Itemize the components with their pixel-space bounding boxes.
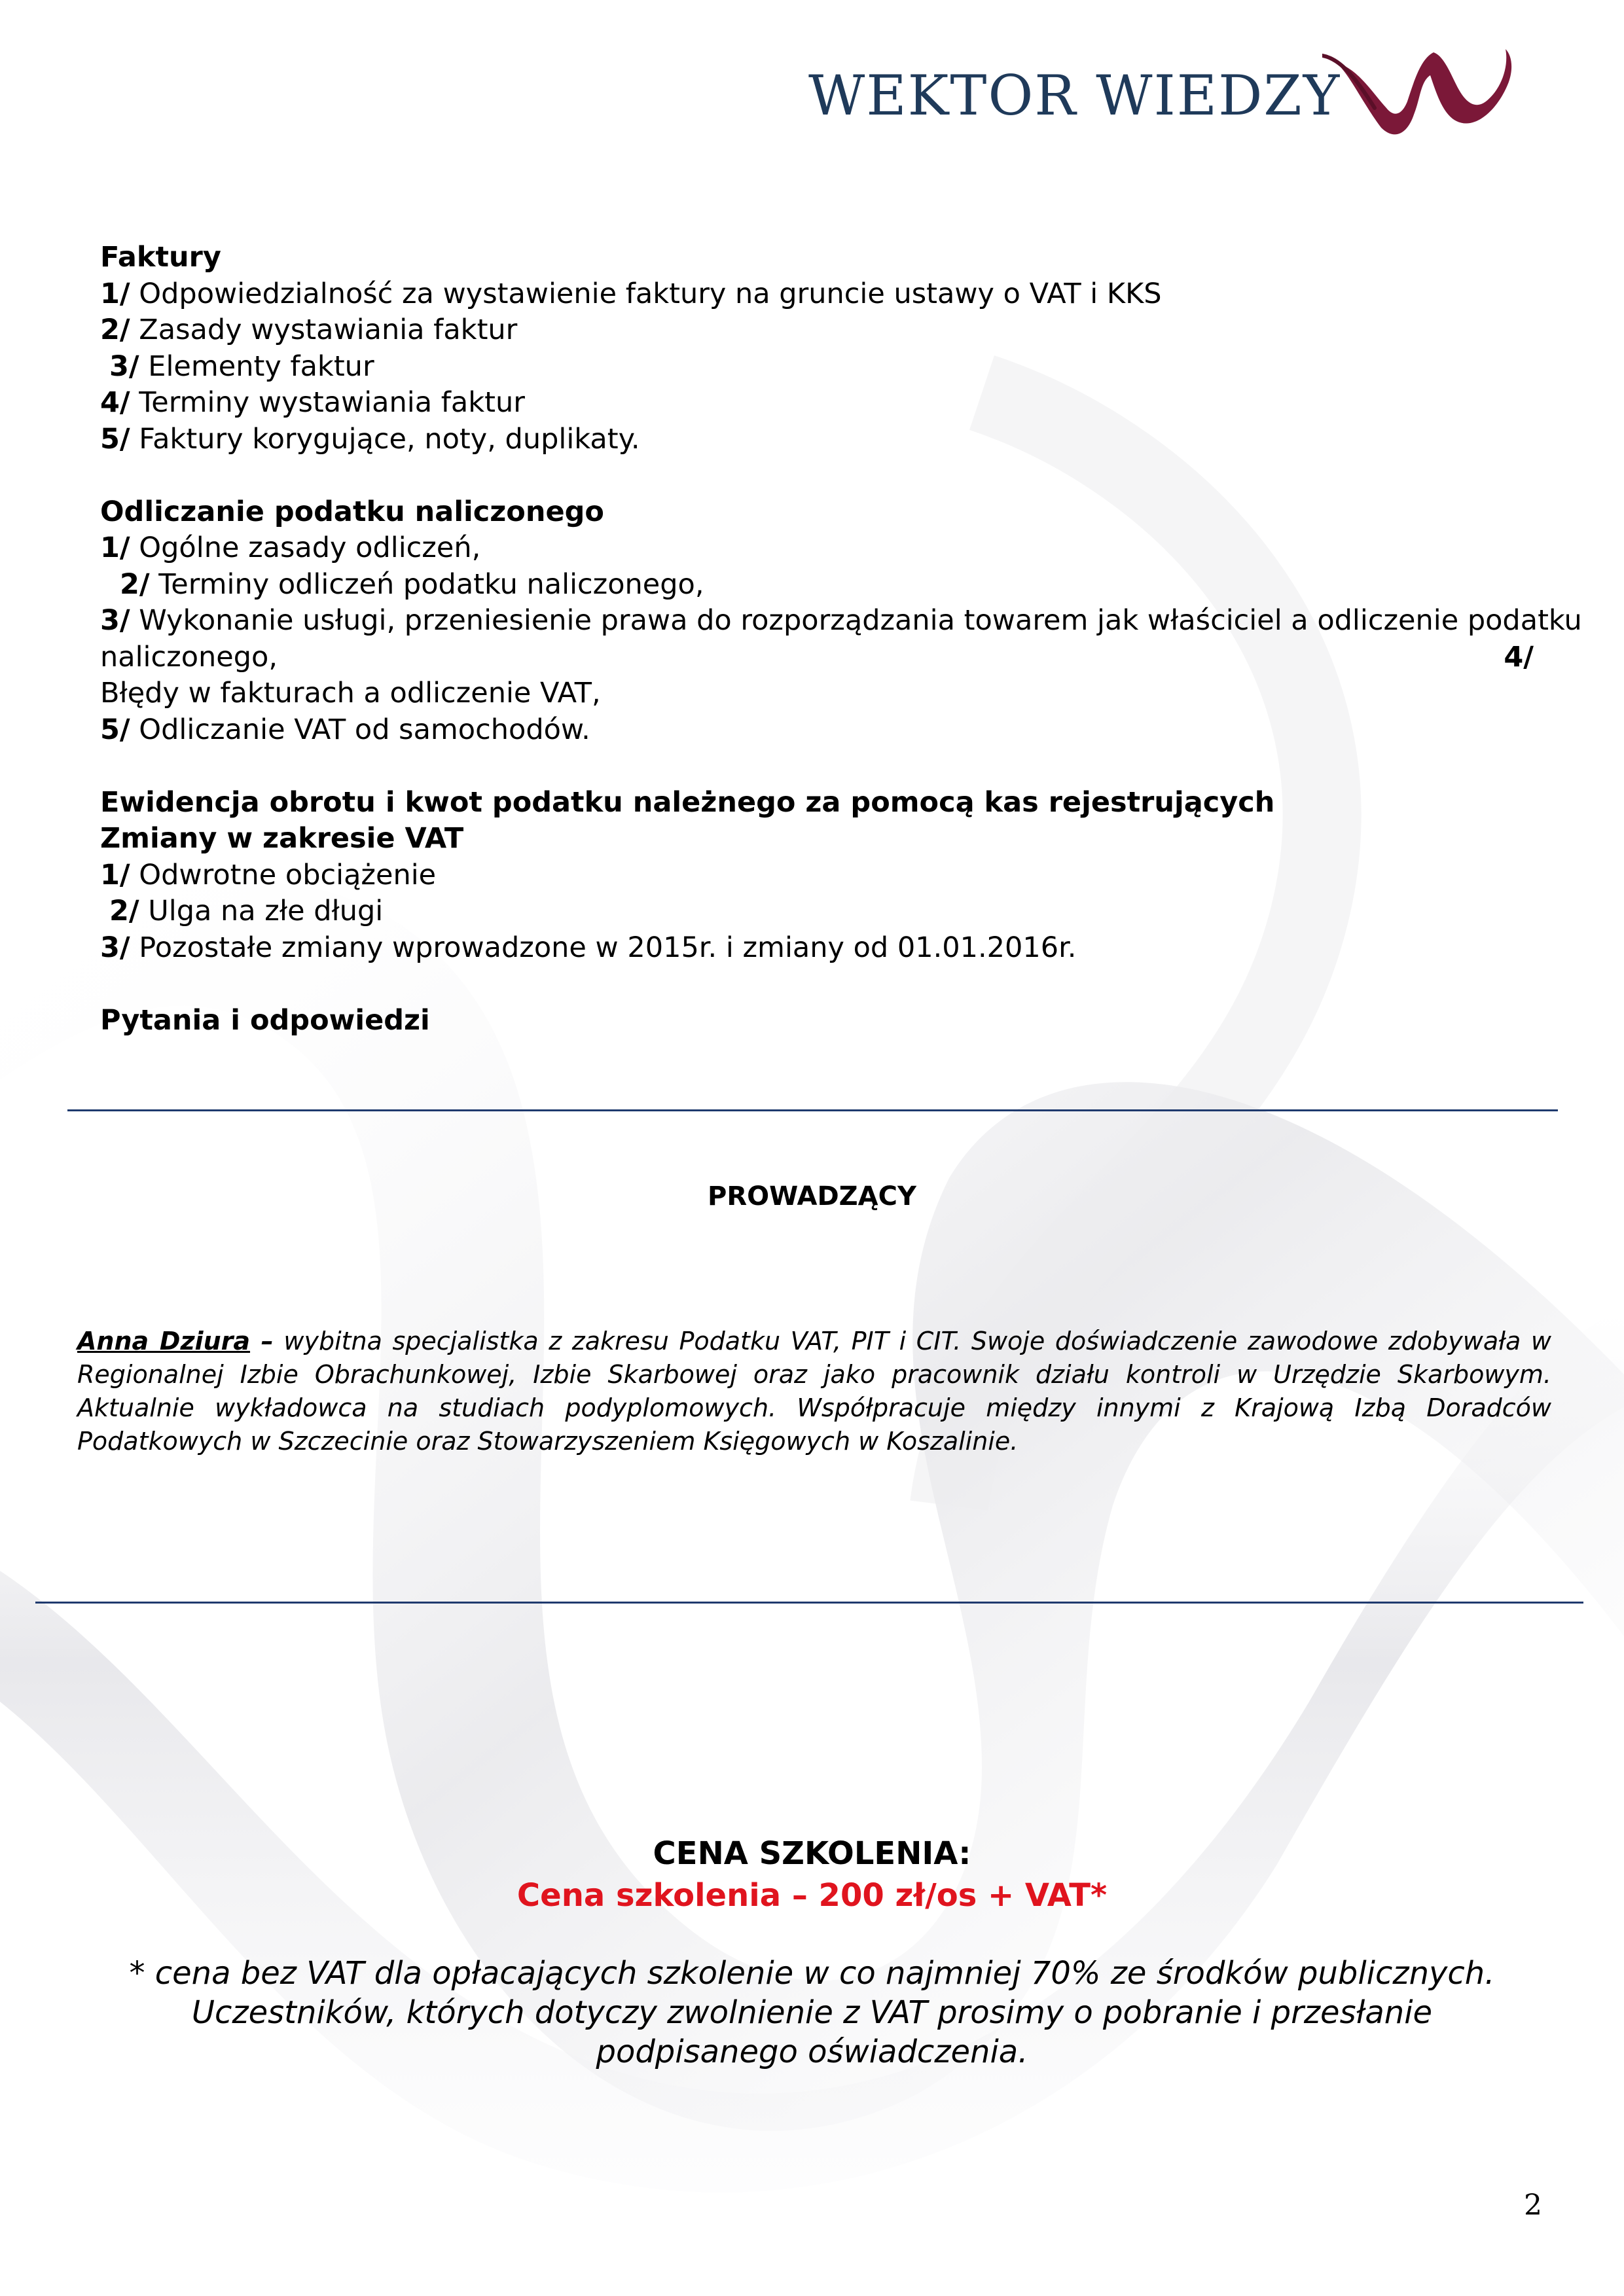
section-heading-zmiany: Zmiany w zakresie VAT: [100, 822, 464, 855]
list-item-text: Błędy w fakturach a odliczenie VAT,: [100, 677, 601, 709]
wektor-wiedzy-logo: [808, 36, 1515, 151]
list-item-text: Terminy odliczeń podatku naliczonego,: [149, 567, 704, 601]
list-item-text: Ogólne zasady odliczeń,: [130, 531, 481, 564]
list-item-number: 5/: [100, 713, 130, 746]
program-content: [100, 240, 1582, 1039]
list-item-number: 3/: [100, 931, 130, 964]
list-item-continuation: [100, 639, 1534, 676]
list-item-number: 1/: [100, 858, 130, 891]
list-item-number: 3/: [109, 350, 139, 383]
list-item-text: Odliczanie VAT od samochodów.: [130, 713, 590, 746]
price-section-title: CENA SZKOLENIA:: [653, 1835, 971, 1872]
list-item-number: 2/: [120, 567, 150, 601]
list-item-text: Ulga na złe długi: [139, 895, 384, 927]
leader-dash: –: [250, 1327, 274, 1355]
section-heading-faktury: Faktury: [100, 241, 221, 274]
price-note: * cena bez VAT dla opłacających szkolenie w co najmniej 70% ze środków publicznych. Uczestników, których dotyczy zwolnienie z VAT prosimy o pobranie i przesłanie podpisanego oświadczenia.: [129, 1955, 1495, 2070]
list-item: [100, 422, 1534, 458]
list-item-text: Odwrotne obciążenie: [130, 858, 437, 891]
list-item: [100, 276, 1534, 313]
list-item-text: Terminy wystawiania faktur: [130, 386, 525, 419]
list-item: [100, 712, 1534, 749]
list-item: [100, 930, 1534, 967]
list-item: [100, 857, 1534, 894]
list-item-number: 3/: [100, 604, 130, 637]
list-item: [100, 385, 1534, 422]
list-item-number: 2/: [109, 895, 139, 927]
list-item-number: 4/: [100, 386, 130, 419]
leader-name: Anna Dziura: [77, 1327, 251, 1355]
section-heading-odliczanie: Odliczanie podatku naliczonego: [100, 495, 604, 528]
list-item: [100, 603, 1582, 639]
section-heading-pytania: Pytania i odpowiedzi: [100, 1003, 430, 1037]
list-item-text: Zasady wystawiania faktur: [130, 314, 518, 346]
divider: [67, 1109, 1558, 1111]
list-item: [100, 893, 1534, 930]
list-item-text: naliczonego,: [100, 640, 278, 673]
list-item-number: 1/: [100, 277, 130, 310]
list-item-number: 5/: [100, 422, 130, 456]
list-item: [100, 312, 1534, 349]
logo-w-mark-icon: [1322, 36, 1519, 151]
list-item-text: Faktury korygujące, noty, duplikaty.: [130, 422, 640, 456]
list-item-number: 4/: [1504, 640, 1534, 673]
list-item: [100, 675, 1534, 712]
list-item: [100, 530, 1534, 567]
list-item-number: 2/: [100, 314, 130, 346]
leader-section-title: PROWADZĄCY: [708, 1181, 916, 1211]
leader-bio: [77, 1325, 1551, 1458]
list-item-text: Pozostałe zmiany wprowadzone w 2015r. i zmiany od 01.01.2016r.: [130, 931, 1077, 964]
leader-bio-text: wybitna specjalistka z zakresu Podatku VAT, PIT i CIT. Swoje doświadczenie zawodowe zdobywała w Regionalnej Izbie Obrachunkowej, Izbie Skarbowej oraz jako pracownik działu kontroli w Urzędzie Skarbowym. Aktualnie wykładowca na studiach podyplomowych. Współpracuje między innymi z Krajową Izbą Doradców Podatkowych w Szczecinie oraz Stowarzyszeniem Księgowych w Koszalinie.: [77, 1327, 1551, 1456]
price-value: Cena szkolenia – 200 zł/os + VAT*: [516, 1877, 1108, 1914]
list-item-text: Elementy faktur: [139, 350, 374, 383]
section-heading-ewidencja: Ewidencja obrotu i kwot podatku należnego za pomocą kas rejestrujących: [100, 785, 1275, 819]
list-item-text: Odpowiedzialność za wystawienie faktury na gruncie ustawy o VAT i KKS: [130, 277, 1162, 310]
logo-text: WEKTOR WIEDZY: [808, 63, 1341, 128]
list-item-number: 1/: [100, 531, 130, 564]
page-number: 2: [1524, 2189, 1542, 2222]
list-item: [100, 567, 1534, 603]
divider: [35, 1602, 1583, 1604]
list-item: [100, 349, 1534, 386]
list-item-text: Wykonanie usługi, przeniesienie prawa do rozporządzania towarem jak właściciel a odliczenie podatku: [130, 604, 1582, 637]
